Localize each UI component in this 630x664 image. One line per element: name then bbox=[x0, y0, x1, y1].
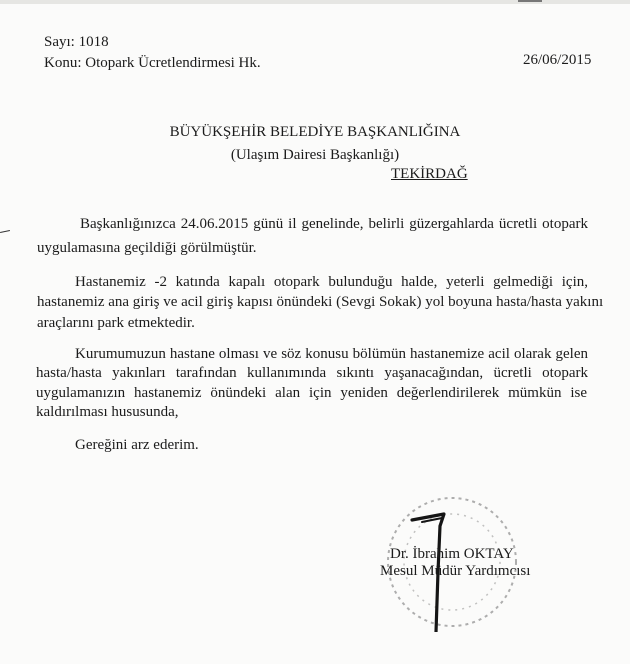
paragraph-2-line-1: Hastanemiz -2 katında kapalı otopark bulunduğu halde, yeterli gelmediği için, bbox=[75, 274, 588, 290]
addressee-department: (Ulaşım Dairesi Başkanlığı) bbox=[230, 147, 400, 163]
paragraph-2-line-3: araçlarını park etmektedir. bbox=[37, 315, 195, 331]
scan-edge-mark bbox=[518, 0, 542, 2]
addressee-city: TEKİRDAĞ bbox=[391, 166, 468, 182]
paragraph-2-line-2: hastanemiz ana giriş ve acil giriş kapısı önündeki (Sevgi Sokak) yol boyuna hasta/hasta yakını bbox=[37, 294, 604, 310]
paragraph-1-line-2: uygulamasına geçildiği görülmüştür. bbox=[37, 240, 257, 256]
signatory-name: Dr. İbrahim OKTAY bbox=[390, 546, 514, 562]
closing-line: Gereğini arz ederim. bbox=[75, 437, 199, 453]
margin-mark bbox=[0, 230, 10, 233]
paragraph-3-line-4: kaldırılması hususunda, bbox=[36, 404, 179, 420]
document-number: Sayı: 1018 bbox=[44, 34, 109, 50]
addressee-title: BÜYÜKŞEHİR BELEDİYE BAŞKANLIĞINA bbox=[169, 124, 461, 140]
document-subject: Konu: Otopark Ücretlendirmesi Hk. bbox=[44, 55, 261, 71]
paragraph-3-line-1: Kurumumuzun hastane olması ve söz konusu bölümün hastanemize acil olarak gelen bbox=[75, 346, 588, 362]
paragraph-1-line-1: Başkanlığınızca 24.06.2015 günü il genelinde, belirli güzergahlarda ücretli otopark bbox=[80, 216, 588, 232]
paragraph-3-line-2: hasta/hasta yakınları tarafından kullanımında sıkıntı yaşanacağından, ücretli otopark bbox=[36, 365, 588, 381]
signatory-title: Mesul Müdür Yardımcısı bbox=[380, 563, 531, 579]
document-date: 26/06/2015 bbox=[523, 52, 592, 68]
paragraph-3-line-3: uygulamanızın hastanemiz önündeki alan için yeniden değerlendirilerek mümkün ise bbox=[36, 385, 587, 401]
